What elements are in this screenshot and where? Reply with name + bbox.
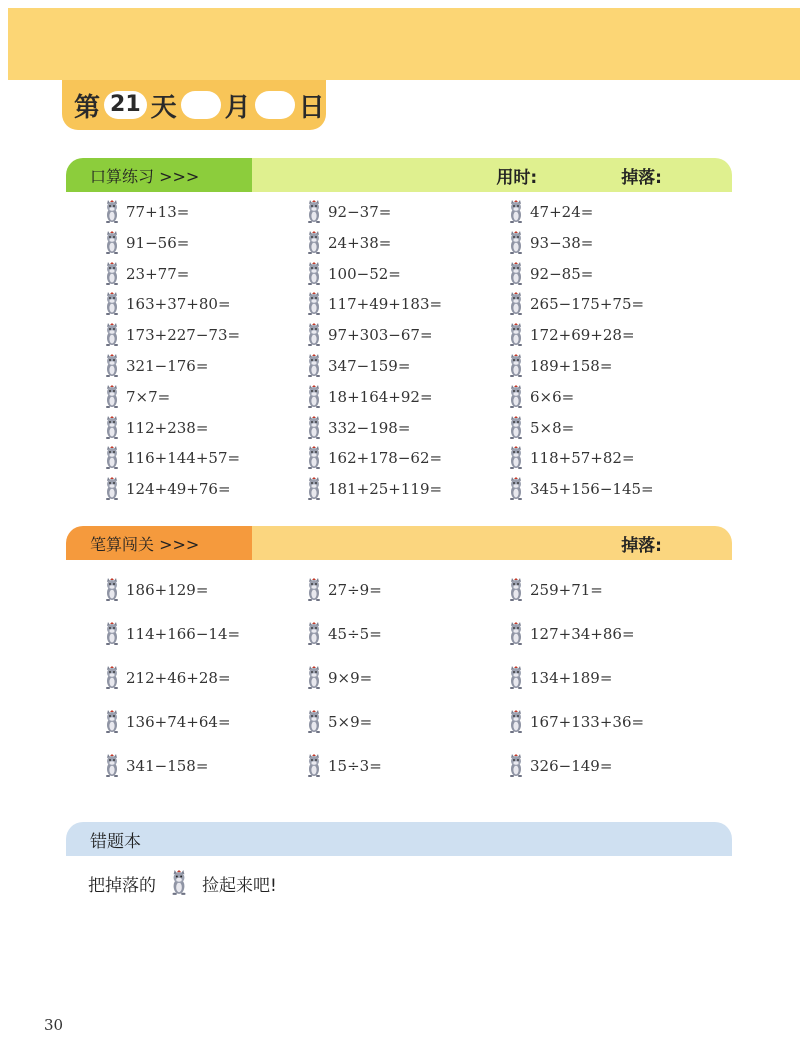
written-problem-text: 167+133+36= [530, 713, 645, 731]
written-problem-text: 212+46+28= [126, 669, 231, 687]
written-problem [506, 622, 635, 646]
oral-problem-text: 77+13= [126, 203, 190, 221]
cartoon-wolf-icon [506, 385, 526, 409]
cartoon-wolf-icon [506, 578, 526, 602]
cartoon-wolf-icon [506, 354, 526, 378]
oral-dropped-label: 掉落: [621, 167, 662, 188]
cartoon-wolf-icon [506, 754, 526, 778]
oral-problem-text: 162+178−62= [328, 449, 443, 468]
day-number: 21 [104, 91, 147, 119]
oral-problem [102, 200, 189, 224]
cartoon-wolf-icon [102, 262, 122, 286]
oral-problem-text: 265−175+75= [530, 295, 645, 314]
oral-problem-text: 24+38= [328, 233, 392, 252]
cartoon-wolf-icon [304, 416, 324, 440]
written-problem-text: 326−149= [530, 757, 613, 775]
oral-problem [506, 446, 635, 470]
oral-problem-text: 100−52= [328, 264, 401, 283]
written-problem-text: 114+166−14= [126, 625, 241, 643]
oral-problem-text: 92−37= [328, 203, 392, 221]
written-problem-text: 259+71= [530, 581, 603, 599]
oral-problem-text: 112+238= [126, 418, 209, 437]
oral-problem [102, 292, 231, 316]
oral-problem [506, 477, 654, 501]
cartoon-wolf-icon [304, 231, 324, 255]
oral-section-title: 口算练习 >>> [66, 158, 252, 192]
oral-problem [506, 231, 593, 255]
oral-problem [506, 385, 574, 409]
oral-problem-text: 181+25+119= [328, 480, 443, 499]
cartoon-wolf-icon [102, 200, 122, 224]
top-color-band [8, 8, 800, 80]
cartoon-wolf-icon [506, 710, 526, 734]
date-label: 日 [298, 92, 325, 123]
oral-problem [102, 323, 240, 347]
cartoon-wolf-icon [304, 710, 324, 734]
oral-problem-text: 173+227−73= [126, 326, 241, 345]
written-problem [102, 622, 240, 646]
written-problem-text: 45÷5= [328, 625, 382, 643]
written-problem [102, 578, 208, 602]
cartoon-wolf-icon [506, 666, 526, 690]
cartoon-wolf-icon [304, 666, 324, 690]
cartoon-wolf-icon [304, 354, 324, 378]
oral-problem [304, 477, 442, 501]
cartoon-wolf-icon [102, 477, 122, 501]
oral-problem-text: 321−176= [126, 357, 209, 375]
cartoon-wolf-icon [506, 477, 526, 501]
cartoon-wolf-icon [102, 385, 122, 409]
oral-problem [304, 416, 410, 440]
cartoon-wolf-icon [304, 385, 324, 409]
written-problem-text: 136+74+64= [126, 713, 231, 731]
written-section-header [66, 526, 732, 560]
oral-problem-text: 47+24= [530, 203, 594, 221]
cartoon-wolf-icon [304, 323, 324, 347]
oral-problem [102, 416, 208, 440]
oral-problem [304, 292, 442, 316]
written-problem-text: 5×9= [328, 713, 373, 731]
oral-problem [102, 385, 170, 409]
written-problem-text: 15÷3= [328, 757, 382, 775]
cartoon-wolf-icon [102, 578, 122, 602]
oral-time-label: 用时: [496, 167, 538, 188]
day-header [62, 80, 326, 130]
oral-problem [102, 477, 231, 501]
cartoon-wolf-icon [304, 446, 324, 470]
day-prefix: 第 [74, 92, 101, 123]
oral-problem [506, 354, 612, 378]
day-suffix: 天 [150, 92, 177, 123]
oral-problem [506, 292, 644, 316]
oral-problem-text: 97+303−67= [328, 326, 433, 345]
oral-problem [506, 323, 635, 347]
cartoon-wolf-icon [304, 754, 324, 778]
oral-problem [304, 323, 433, 347]
oral-problem [304, 262, 401, 286]
oral-problem-text: 172+69+28= [530, 326, 635, 345]
cartoon-wolf-icon [506, 622, 526, 646]
oral-problem [304, 385, 433, 409]
written-problem [102, 710, 231, 734]
oral-problem-text: 118+57+82= [530, 449, 635, 468]
written-problem [506, 710, 644, 734]
written-problem-text: 186+129= [126, 581, 209, 599]
oral-problem-text: 332−198= [328, 418, 411, 437]
cartoon-wolf-icon [102, 622, 122, 646]
cartoon-wolf-icon [506, 446, 526, 470]
written-problem [304, 578, 382, 602]
cartoon-wolf-icon [304, 200, 324, 224]
cartoon-wolf-icon [102, 446, 122, 470]
oral-problem [506, 262, 593, 286]
cartoon-wolf-icon [506, 416, 526, 440]
oral-problem-text: 189+158= [530, 357, 613, 375]
written-problem-text: 9×9= [328, 669, 373, 687]
written-problem-text: 134+189= [530, 669, 613, 687]
cartoon-wolf-icon [168, 870, 190, 896]
cartoon-wolf-icon [102, 292, 122, 316]
cartoon-wolf-icon [304, 477, 324, 501]
oral-problem-text: 6×6= [530, 387, 575, 406]
cartoon-wolf-icon [506, 262, 526, 286]
oral-problem-text: 92−85= [530, 264, 594, 283]
oral-problem [102, 231, 189, 255]
cartoon-wolf-icon [506, 323, 526, 347]
cartoon-wolf-icon [102, 666, 122, 690]
written-problem-text: 27÷9= [328, 581, 382, 599]
oral-problem-text: 91−56= [126, 233, 190, 252]
date-blank[interactable] [255, 91, 295, 119]
oral-section-stats [252, 158, 732, 192]
oral-problem [506, 200, 593, 224]
mistake-book-header [66, 822, 732, 856]
cartoon-wolf-icon [304, 578, 324, 602]
cartoon-wolf-icon [506, 200, 526, 224]
cartoon-wolf-icon [102, 231, 122, 255]
page-number: 30 [44, 1016, 64, 1034]
oral-problem-text: 116+144+57= [126, 449, 241, 468]
written-section-title: 笔算闯关 >>> [66, 526, 252, 560]
written-problem-text: 341−158= [126, 757, 209, 775]
oral-problem-text: 345+156−145= [530, 480, 654, 499]
written-problem [506, 754, 612, 778]
month-blank[interactable] [181, 91, 221, 119]
written-problem [102, 754, 208, 778]
written-dropped-label: 掉落: [621, 535, 662, 556]
cartoon-wolf-icon [102, 754, 122, 778]
oral-problem-text: 93−38= [530, 233, 594, 252]
cartoon-wolf-icon [304, 622, 324, 646]
written-problem [102, 666, 231, 690]
oral-problem [304, 446, 442, 470]
cartoon-wolf-icon [102, 710, 122, 734]
mistake-book-title: 错题本 [90, 831, 141, 852]
pickup-text-after: 捡起来吧! [202, 875, 277, 896]
oral-problem [102, 262, 189, 286]
written-problem [304, 754, 382, 778]
written-problem [506, 666, 612, 690]
oral-problem-text: 18+164+92= [328, 387, 433, 406]
oral-problem [304, 200, 391, 224]
written-problem [304, 622, 382, 646]
oral-problem-text: 7×7= [126, 387, 171, 406]
oral-problem-text: 23+77= [126, 264, 190, 283]
month-label: 月 [224, 92, 251, 123]
oral-problem [102, 446, 240, 470]
oral-problem [304, 354, 410, 378]
written-problem-text: 127+34+86= [530, 625, 635, 643]
oral-problem [304, 231, 391, 255]
pickup-instruction [88, 870, 277, 896]
cartoon-wolf-icon [102, 323, 122, 347]
cartoon-wolf-icon [506, 231, 526, 255]
oral-problem [102, 354, 208, 378]
cartoon-wolf-icon [304, 292, 324, 316]
oral-problem-text: 5×8= [530, 418, 575, 437]
written-section-stats [252, 526, 732, 560]
cartoon-wolf-icon [506, 292, 526, 316]
oral-problem-text: 124+49+76= [126, 480, 231, 499]
oral-problem-text: 347−159= [328, 357, 411, 375]
written-problem [304, 666, 372, 690]
cartoon-wolf-icon [102, 354, 122, 378]
pickup-text-before: 把掉落的 [88, 875, 156, 896]
cartoon-wolf-icon [304, 262, 324, 286]
oral-problem [506, 416, 574, 440]
oral-section-header [66, 158, 732, 192]
cartoon-wolf-icon [102, 416, 122, 440]
oral-problem-text: 117+49+183= [328, 295, 443, 314]
oral-problem-text: 163+37+80= [126, 295, 231, 314]
written-problem [506, 578, 603, 602]
written-problem [304, 710, 372, 734]
